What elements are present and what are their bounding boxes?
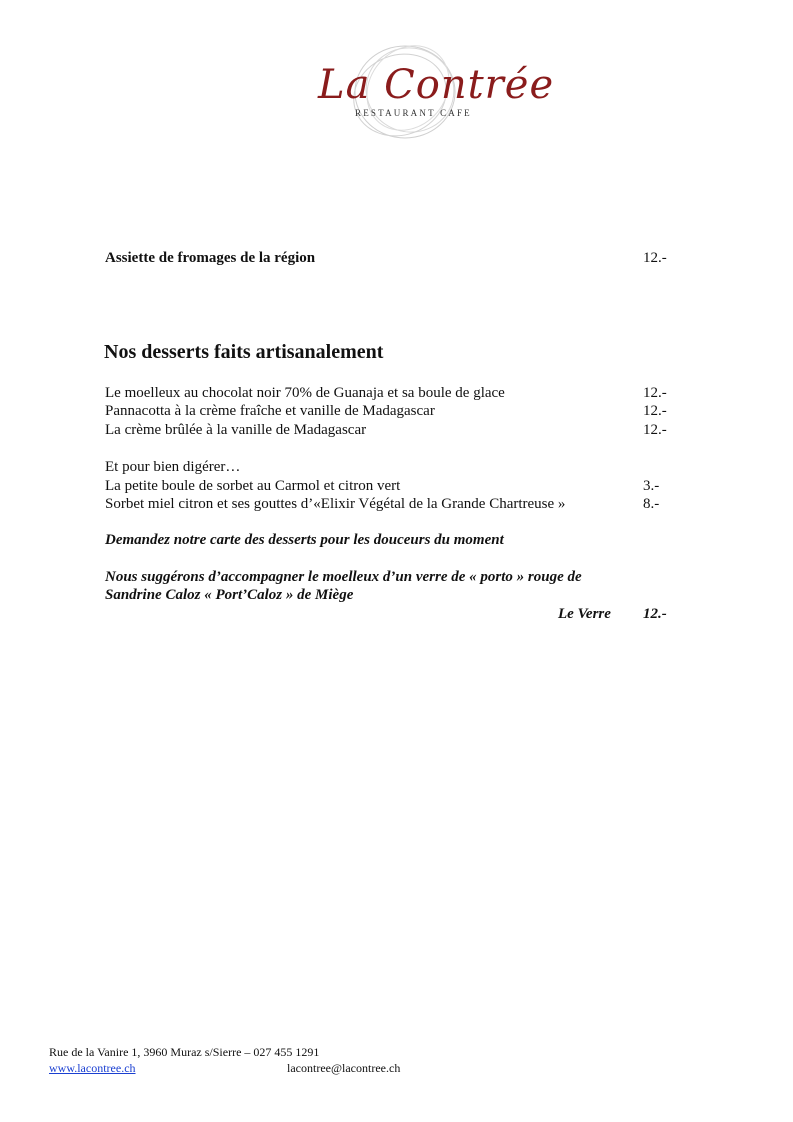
item-price: 12.- (643, 385, 667, 401)
item-price: 12.- (643, 250, 667, 266)
glass-label: Le Verre (558, 606, 611, 622)
footer-address: Rue de la Vanire 1, 3960 Muraz s/Sierre – 027 455 1291 (49, 1045, 320, 1059)
item-label: La petite boule de sorbet au Carmol et citron vert (105, 478, 401, 494)
desserts-heading: Nos desserts faits artisanalement (104, 341, 384, 363)
footer-website-link[interactable]: www.lacontree.ch (49, 1061, 136, 1075)
item-label: Le moelleux au chocolat noir 70% de Guanaja et sa boule de glace (105, 385, 505, 401)
item-price: 12.- (643, 422, 667, 438)
logo-name: La Contrée (318, 62, 555, 108)
logo-subtitle: RESTAURANT CAFE (355, 108, 472, 118)
item-price: 12.- (643, 403, 667, 419)
item-label: Assiette de fromages de la région (105, 250, 316, 266)
item-label: Sorbet miel citron et ses gouttes d’«Elixir Végétal de la Grande Chartreuse » (105, 496, 566, 512)
footer-email: lacontree@lacontree.ch (287, 1061, 401, 1075)
digest-intro: Et pour bien digérer… (105, 459, 241, 475)
item-label: Pannacotta à la crème fraîche et vanille de Madagascar (105, 403, 435, 419)
glass-price: 12.- (643, 606, 667, 622)
item-price: 3.- (643, 478, 660, 494)
item-price: 8.- (643, 496, 660, 512)
restaurant-logo (300, 40, 555, 150)
suggest-note-line2: Sandrine Caloz « Port’Caloz » de Miège (105, 587, 354, 603)
ask-note: Demandez notre carte des desserts pour les douceurs du moment (105, 532, 504, 548)
item-label: La crème brûlée à la vanille de Madagascar (105, 422, 367, 438)
suggest-note-line1: Nous suggérons d’accompagner le moelleux d’un verre de « porto » rouge de (105, 569, 582, 585)
